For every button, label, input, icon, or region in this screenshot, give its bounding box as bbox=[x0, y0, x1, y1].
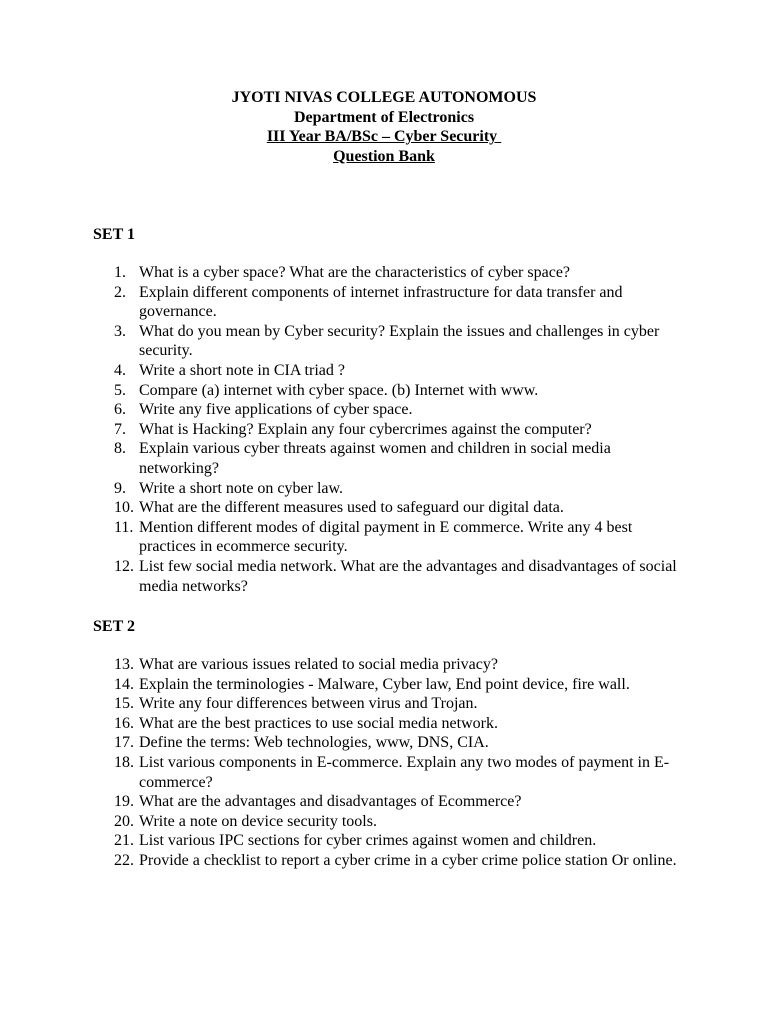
set-1-heading: SET 1 bbox=[93, 226, 135, 243]
question-item bbox=[0, 361, 768, 381]
question-text: What is a cyber space? What are the characteristics of cyber space? bbox=[139, 264, 571, 281]
question-text: Provide a checklist to report a cyber crime in a cyber crime police station Or online. bbox=[139, 851, 677, 869]
question-number: 11. bbox=[114, 518, 134, 536]
set-2-question-list bbox=[0, 655, 768, 871]
question-text: List various components in E-commerce. Explain any two modes of payment in E-commerce? bbox=[139, 753, 670, 791]
question-text: Write a short note in CIA triad ? bbox=[139, 361, 345, 379]
question-text: What is Hacking? Explain any four cybercrimes against the computer? bbox=[139, 420, 592, 438]
question-item bbox=[0, 518, 768, 557]
question-text: What are the best practices to use social media network. bbox=[139, 714, 498, 732]
question-item bbox=[0, 792, 768, 812]
question-item bbox=[0, 420, 768, 440]
question-text: What do you mean by Cyber security? Explain the issues and challenges in cyber security. bbox=[139, 322, 660, 360]
question-number: 14. bbox=[114, 675, 134, 693]
course-title: III Year BA/BSc – Cyber Security bbox=[266, 128, 502, 146]
question-item bbox=[0, 733, 768, 753]
question-item bbox=[0, 655, 768, 675]
question-number: 22. bbox=[114, 851, 134, 869]
question-number: 17. bbox=[114, 734, 134, 752]
question-item bbox=[0, 263, 768, 283]
question-number: 9. bbox=[114, 479, 126, 497]
question-number: 4. bbox=[114, 361, 126, 379]
question-number: 15. bbox=[114, 695, 134, 713]
question-item bbox=[0, 831, 768, 851]
question-item bbox=[0, 851, 768, 871]
question-item bbox=[0, 283, 768, 322]
question-text: Write a note on device security tools. bbox=[139, 812, 377, 830]
question-text: Write any five applications of cyber space. bbox=[139, 401, 413, 419]
question-item bbox=[0, 557, 768, 596]
question-number: 6. bbox=[114, 401, 126, 419]
question-text: Explain different components of internet infrastructure for data transfer and governance. bbox=[139, 283, 623, 321]
question-item bbox=[0, 381, 768, 401]
question-item bbox=[0, 479, 768, 499]
question-item bbox=[0, 498, 768, 518]
question-item bbox=[0, 400, 768, 420]
question-text: List few social media network. What are the advantages and disadvantages of social media networks? bbox=[139, 557, 677, 595]
question-item bbox=[0, 675, 768, 695]
question-number: 13. bbox=[114, 656, 134, 673]
question-text: Explain the terminologies - Malware, Cyber law, End point device, fire wall. bbox=[139, 675, 630, 693]
question-text: Mention different modes of digital payment in E commerce. Write any 4 best practices in ecommerce security. bbox=[139, 518, 633, 556]
question-number: 18. bbox=[114, 753, 134, 771]
department-name: Department of Electronics bbox=[293, 108, 475, 126]
question-number: 8. bbox=[114, 440, 126, 458]
question-number: 21. bbox=[114, 832, 134, 850]
question-item bbox=[0, 812, 768, 832]
question-text: Write a short note on cyber law. bbox=[139, 479, 344, 497]
question-number: 1. bbox=[114, 264, 126, 281]
question-text: List various IPC sections for cyber crimes against women and children. bbox=[139, 832, 597, 850]
question-number: 2. bbox=[114, 283, 126, 301]
question-text: What are the different measures used to safeguard our digital data. bbox=[139, 499, 564, 517]
question-item bbox=[0, 322, 768, 361]
question-number: 3. bbox=[114, 322, 126, 340]
college-name: JYOTI NIVAS COLLEGE AUTONOMOUS bbox=[231, 89, 537, 106]
question-number: 12. bbox=[114, 557, 134, 575]
question-number: 10. bbox=[114, 499, 134, 517]
set-1-question-list bbox=[0, 263, 768, 596]
document-header bbox=[0, 88, 768, 166]
question-text: Compare (a) internet with cyber space. (b) Internet with www. bbox=[139, 381, 539, 399]
question-item bbox=[0, 439, 768, 478]
document-type: Question Bank bbox=[333, 147, 435, 165]
question-number: 19. bbox=[114, 793, 134, 811]
question-number: 7. bbox=[114, 420, 126, 438]
question-text: What are various issues related to social media privacy? bbox=[139, 656, 498, 673]
question-number: 20. bbox=[114, 812, 134, 830]
question-item bbox=[0, 714, 768, 734]
question-text: Define the terms: Web technologies, www, DNS, CIA. bbox=[139, 734, 489, 752]
question-item bbox=[0, 753, 768, 792]
question-text: Write any four differences between virus and Trojan. bbox=[139, 695, 478, 713]
question-number: 16. bbox=[114, 714, 134, 732]
question-number: 5. bbox=[114, 381, 126, 399]
question-text: Explain various cyber threats against women and children in social media networking? bbox=[139, 440, 611, 477]
set-2-heading: SET 2 bbox=[93, 618, 135, 635]
question-item bbox=[0, 694, 768, 714]
question-text: What are the advantages and disadvantages of Ecommerce? bbox=[139, 793, 522, 811]
